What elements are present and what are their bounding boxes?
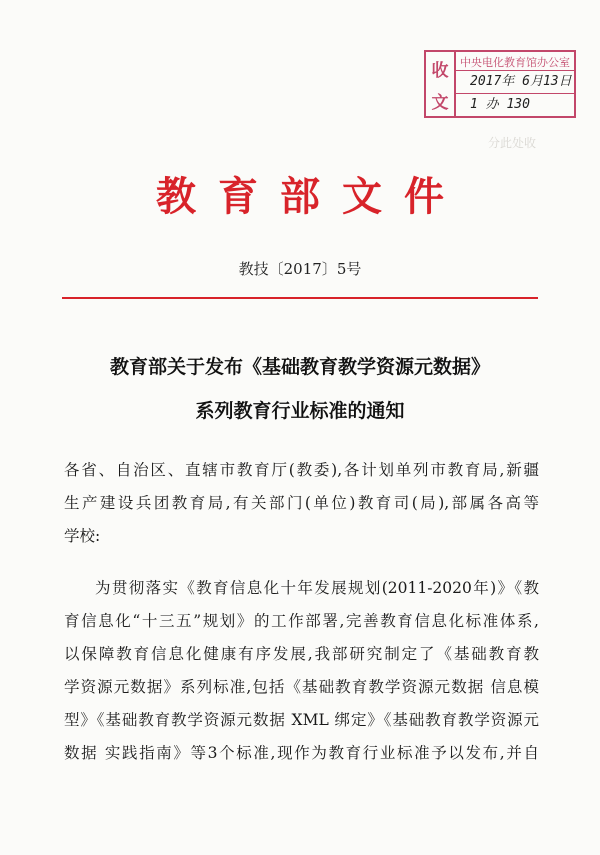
body-line: 各省、自治区、直辖市教育厅(教委),各计划单列市教育局,新疆: [64, 461, 539, 479]
notice-headline-line1: 教育部关于发布《基础教育教学资源元数据》: [109, 356, 490, 378]
body-line: 育信息化“十三五”规划》的工作部署,完善教育信息化标准体系,: [64, 612, 539, 630]
body-line: 以保障教育信息化健康有序发展,我部研究制定了《基础教育教: [64, 645, 539, 663]
stamp-label: [426, 52, 456, 116]
document-number: 教技〔2017〕5号: [238, 260, 362, 278]
notice-headline-line2: 系列教育行业标准的通知: [195, 400, 405, 422]
stamp-number: 1 办 130: [470, 97, 530, 112]
addressee-block: [64, 454, 539, 553]
receipt-stamp: [424, 50, 576, 118]
stamp-label-char: 文: [431, 92, 449, 113]
body-paragraph: [64, 572, 539, 770]
stamp-date: 2017年 6月13日: [456, 71, 574, 94]
stamp-label-char: 收: [431, 60, 449, 81]
document-title: 教育部文件: [156, 174, 466, 220]
body-line: 数据 实践指南》等3个标准,现作为教育行业标准予以发布,并自: [64, 744, 539, 762]
body-line: 为贯彻落实《教育信息化十年发展规划(2011-2020年)》《教: [95, 579, 539, 597]
body-line: 学资源元数据》系列标准,包括《基础教育教学资源元数据 信息模: [64, 678, 539, 696]
body-line: 学校:: [64, 527, 101, 545]
body-line: 生产建设兵团教育局,有关部门(单位)教育司(局),部属各高等: [64, 494, 539, 512]
bleed-through-text: 分此处收: [488, 136, 537, 150]
body-line: 型》《基础教育教学资源元数据 XML 绑定》《基础教育教学资源元: [64, 711, 539, 729]
stamp-organization: 中央电化教育馆办公室: [456, 52, 574, 71]
red-divider: [62, 297, 538, 299]
